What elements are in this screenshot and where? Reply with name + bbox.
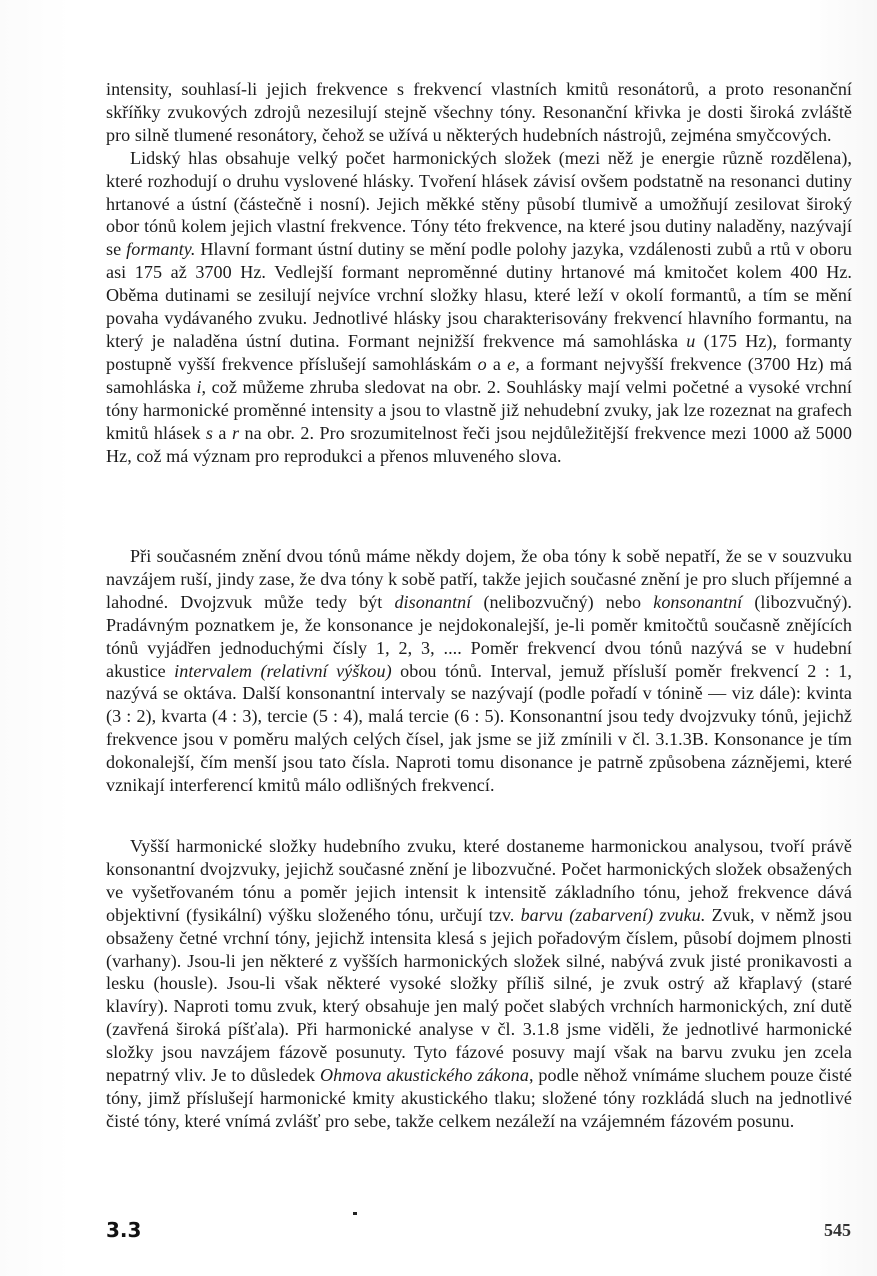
text-run: (libozvučný). Pradávným poznatkem je, že konsonance je nejdokonalejší, je-li poměr kmitočtů současně znějících tónů vyjádřen jednoduchými čísly 1, 2, 3, .... Poměr frekvencí dvou tónů nazývá se v hudební akustice [106,591,852,681]
text-block-timbre [106,835,852,1133]
vowel-u: u [686,330,696,351]
term-formanty: formanty. [126,239,196,260]
text-run: obou tónů. Interval, jemuž přísluší poměr frekvencí 2 : 1, nazývá se oktáva. Další konsonantní intervaly se nazývají (podle pořadí v tónině — viz dále): kvinta (3 : 2), kvarta (4 : 3), tercie (5 : 4), malá tercie (6 : 5). Konsonantní jsou tedy dvojzvuky tónů, jejichž frekvence jsou v poměru malých celých čísel, jak jsme se již zmínili v čl. 3.1.3B. Konsonance je tím dokonalejší, čím menší jsou tato čísla. Naproti tomu disonance je patrně způsobena záznějemi, které vznikají interferencí kmitů málo odlišných frekvencí. [106,660,852,796]
text-run: a [486,353,508,374]
consonant-s: s [205,422,213,443]
paragraph-resonance: intensity, souhlasí-li jejich frekvence s frekvencí vlastních kmitů resonátorů, a proto resonanční skříňky zvukových zdrojů nezesilují stejně všechny tóny. Resonanční křivka je dosti široká zvláště pro silně tlumené resonátory, čehož se užívá u některých hudebních nástrojů, zejména smyčcových. [106,79,852,145]
vowel-i: i [196,376,202,397]
page-number: 545 [824,1220,851,1240]
term-disonantni: disonantní [394,591,472,612]
text-run: Vyšší harmonické složky hudebního zvuku, které dostaneme harmonickou analysou, tvoří právě konsonantní dvojzvuky, jejichž současné znění je libozvučné. Počet harmonických složek obsažených ve vyšetřovaném tónu a poměr jejich intensit k intensitě základního tónu, jehož frekvence dává objektivní (fysikální) výšku složeného tónu, určují tzv. [106,836,852,925]
text-run: Hlavní formant ústní dutiny se mění podle polohy jazyka, vzdálenosti zubů a rtů v oboru asi 175 až 3700 Hz. Vedlejší formant neproměnné dutiny hrtanové má kmitočet kolem 400 Hz. Oběma dutinami se zesilují nejvíce vrchní složky hlasu, které leží v okolí formantů, a tím se mění povaha vydávaného zvuku. Jednotlivé hlásky jsou charakterisovány frekvencí hlavního formantu, na který je naladěna ústní dutina. Formant nejnižší frekvence má samohláska [106,239,852,351]
text-run: a [212,422,232,443]
text-block-resonance-voice [106,78,852,467]
consonant-r: r [231,422,240,443]
vowel-e: e [507,353,516,374]
text-run: (175 Hz), formanty postupně vyšší frekvence příslušejí samohláskám [106,330,852,374]
text-run: Zvuk, v němž jsou obsaženy četné vrchní tóny, jejichž intensita klesá s jejich pořadovým číslem, působí dojmem plnosti (varhany). Jsou-li jen některé z vyšších harmonických složek silné, nabývá zvuk jisté pronikavosti a lesku (housle). Jsou-li však některé vysoké složky příliš silné, je zvuk ostrý až křaplavý (staré klavíry). Naproti tomu zvuk, který obsahuje jen malý počet slabých vrchních harmonických, zní dutě (zavřená široká píšťala). Při harmonické analyse v čl. 3.1.8 jsme viděli, že jednotlivé harmonické složky jsou navzájem fázově posunuty. Tyto fázové posuvy mají však na barvu zvuku jen zcela nepatrný vliv. Je to důsledek [106,904,853,1086]
vowel-o: o [477,353,487,374]
term-barvu: barvu (zabarvení) zvuku. [520,904,706,925]
text-run: , podle něhož vnímáme sluchem pouze čisté tóny, jimž příslušejí harmonické kmity akustického tlaku; složené tóny rozkládá sluch na jednotlivé čisté tóny, které vnímá zvlášť pro sebe, takže celkem nezáleží na vzájemném fázovém posunu. [106,1065,852,1131]
text-block-consonance [106,545,852,797]
text-run: , což můžeme zhruba sledovat na obr. 2. Souhlásky mají velmi početné a vysoké vrchní tóny harmonické proměnné intensity a jsou to vlastně již nehudební zvuky, jak lze rozeznat na grafech kmitů hlásek [106,376,852,443]
text-run: Lidský hlas obsahuje velký počet harmonických složek (mezi něž je energie různě rozdělena), které rozhodují o druhu vyslovené hlásky. Tvoření hlásek závisí ovšem podstatně na resonanci dutiny hrtanové a ústní (částečně i nosní). Jejich měkké stěny působí tlumivě a umožňují zesilovat široký obor tónů kolem jejich vlastní frekvence. Tóny této frekvence, na které jsou dutiny naladěny, nazývají se [106,147,852,260]
footer-mark [353,1212,357,1215]
term-ohm-law: Ohmova akustického zákona [320,1065,529,1086]
paragraph-formants [106,147,852,468]
term-konsonantni: konsonantní [653,591,743,612]
text-run: na obr. 2. Pro srozumitelnost řeči jsou nejdůležitější frekvence mezi 1000 až 5000 Hz, což má význam pro reprodukci a přenos mluveného slova. [106,422,852,466]
text-run: Při současném znění dvou tónů máme někdy dojem, že oba tóny k sobě nepatří, že se v souzvuku navzájem ruší, jindy zase, že dva tóny k sobě patří, takže jejich současné znění je pro sluch příjemné a lahodné. Dvojzvuk může tedy být [106,546,852,612]
paragraph-timbre [106,835,852,1133]
text-run: , a formant nejvyšší frekvence (3700 Hz) má samohláska [106,353,852,397]
section-number: 3.3 [106,1218,142,1242]
text-run: (nelibozvučný) nebo [471,591,654,612]
term-intervalem: intervalem (relativní výškou) [174,660,392,681]
paragraph-consonance [106,545,852,797]
